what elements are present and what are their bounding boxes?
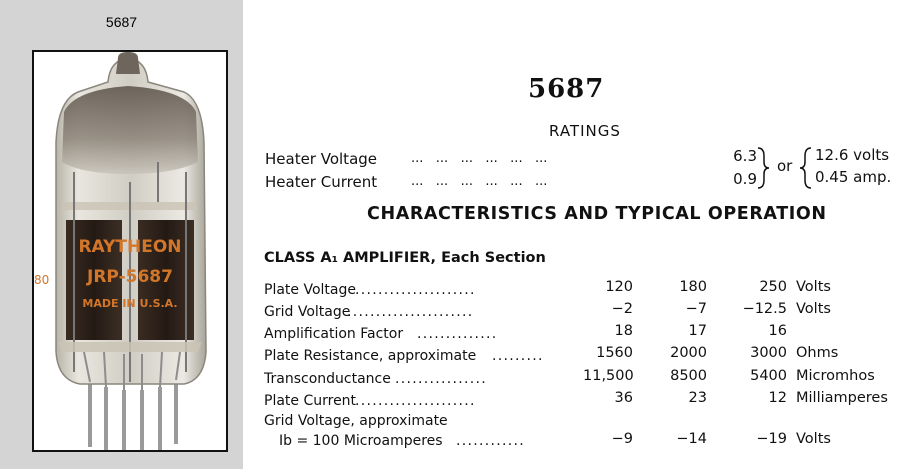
unit-label: Ohms [796,345,839,361]
value-col2: 17 [688,323,707,339]
leader-dots: ...................... [347,304,474,320]
ratings-heading: RATINGS [549,122,621,140]
leader-dots: ..................... [355,393,476,409]
value-col2: 2000 [670,345,707,361]
left-brace [799,146,813,190]
unit-label: Micromhos [796,368,875,384]
vacuum-tube-image [34,52,226,450]
row-label-amplification-factor: Amplification Factor [264,326,404,342]
svg-text:80: 80 [34,273,50,287]
value-col3: 16 [768,323,787,339]
value-col3: −12.5 [742,301,787,317]
photo-caption: 5687 [105,14,138,30]
rating-label-heater-voltage: Heater Voltage [265,150,378,168]
svg-text:MADE IN U.S.A.: MADE IN U.S.A. [82,297,178,310]
leader-dots: .............. [417,326,498,342]
row-label-grid-voltage-approx: Grid Voltage, approximate [264,413,448,429]
right-brace [756,146,770,190]
svg-text:JRP-5687: JRP-5687 [87,267,173,287]
value-col1: −2 [611,301,633,317]
page-title: 5687 [528,74,605,104]
value-col1: 11,500 [583,368,634,384]
rating-value-heater-current: 0.9 [733,170,757,188]
value-col2: −7 [685,301,707,317]
row-label-plate-voltage: Plate Voltage [264,282,356,298]
value-col3: 5400 [750,368,787,384]
value-col1: 18 [614,323,633,339]
or-text: or [777,157,793,175]
rating-alt-current: 0.45 amp. [815,168,892,186]
row-label-ib-condition: Ib = 100 Microamperes [279,433,443,449]
value-col3: −19 [756,431,787,447]
leader-dots: ............ [456,433,526,449]
leader-dots: ................ [395,371,488,387]
rating-value-heater-voltage: 6.3 [733,147,757,165]
value-col3: 12 [768,390,787,406]
rating-label-heater-current: Heater Current [265,173,378,191]
rating-leader-dots: ... ... ... ... ... ... [411,151,548,166]
unit-label: Volts [796,279,831,295]
unit-label: Volts [796,431,831,447]
value-col3: 3000 [750,345,787,361]
value-col1: 120 [605,279,633,295]
svg-text:RAYTHEON: RAYTHEON [78,237,182,257]
value-col2: −14 [676,431,707,447]
row-label-transconductance: Transconductance [264,371,391,387]
datasheet [243,0,916,469]
unit-label: Volts [796,301,831,317]
value-col1: 1560 [596,345,633,361]
value-col2: 8500 [670,368,707,384]
photo-panel [0,0,243,469]
value-col1: 36 [614,390,633,406]
row-label-plate-current: Plate Current [264,393,357,409]
class-heading: CLASS A₁ AMPLIFIER, Each Section [264,250,546,266]
value-col2: 23 [688,390,707,406]
value-col3: 250 [759,279,787,295]
value-col2: 180 [679,279,707,295]
leader-dots: ......... [492,348,544,364]
unit-label: Milliamperes [796,390,888,406]
leader-dots: ..................... [355,282,476,298]
row-label-plate-resistance: Plate Resistance, approximate [264,348,477,364]
rating-alt-voltage: 12.6 volts [815,146,890,164]
row-label-grid-voltage: Grid Voltage [264,304,351,320]
rating-leader-dots: ... ... ... ... ... ... [411,174,548,189]
tube-photo [32,50,228,452]
value-col1: −9 [611,431,633,447]
characteristics-heading: CHARACTERISTICS AND TYPICAL OPERATION [367,204,827,224]
